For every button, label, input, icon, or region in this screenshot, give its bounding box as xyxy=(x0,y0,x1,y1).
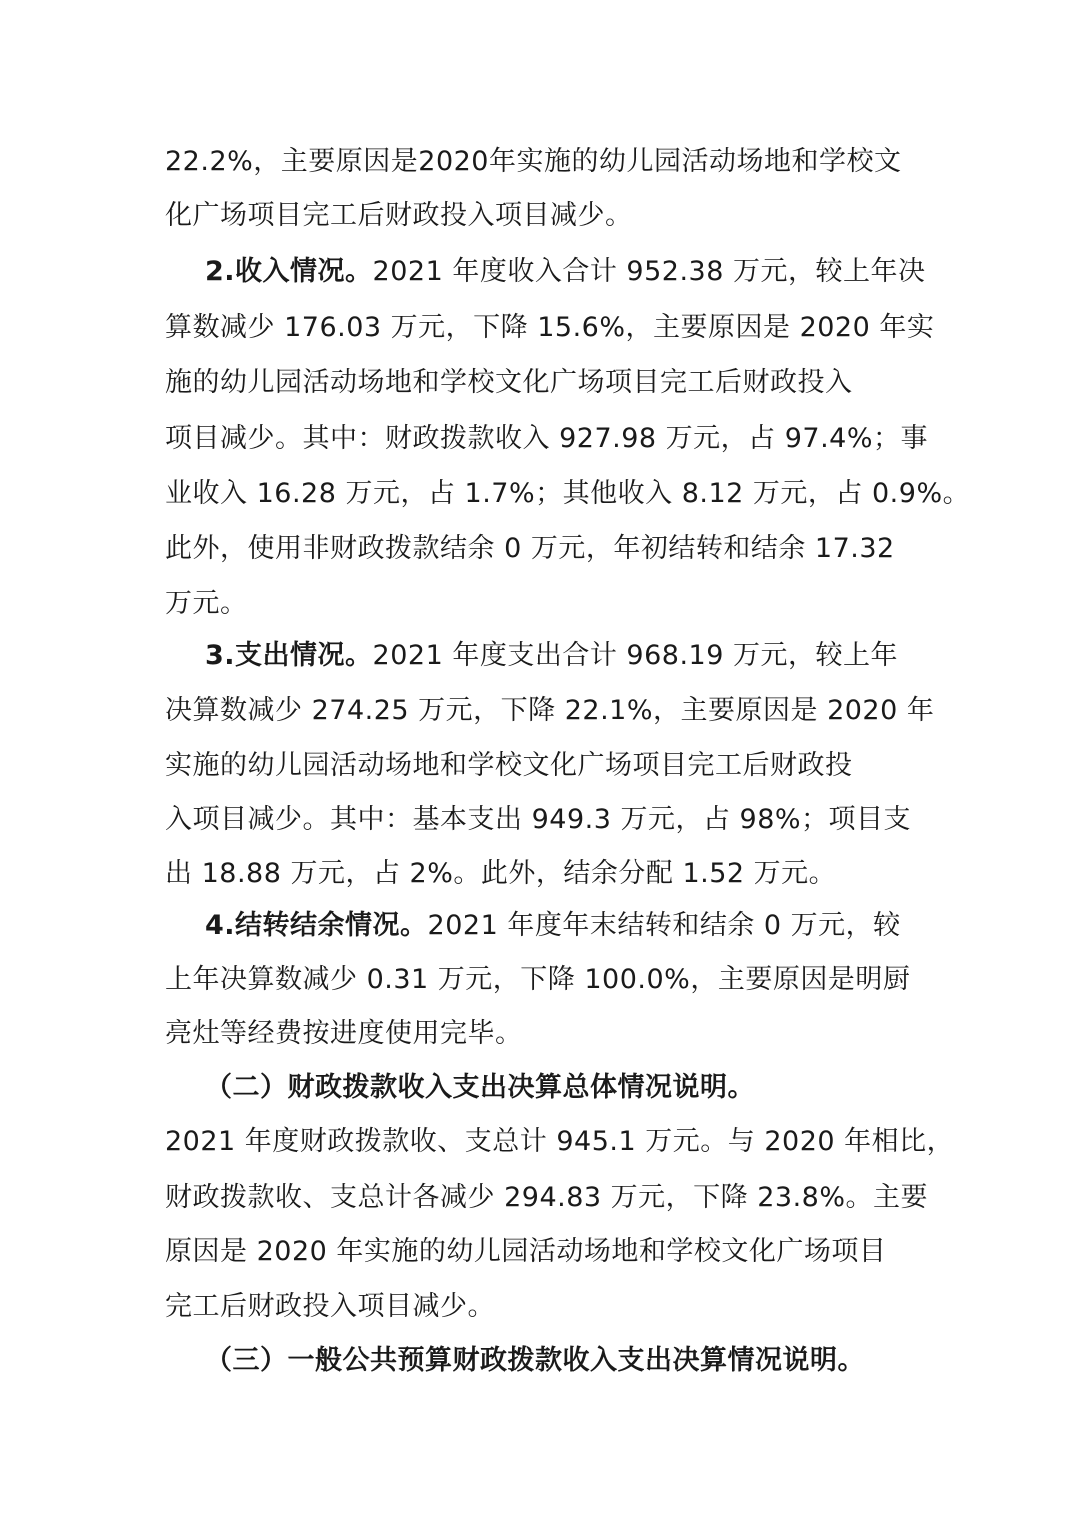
paragraph-line-6: 项目减少。其中：财政拨款收入 927.98 万元，占 97.4%；事 xyxy=(165,423,928,454)
paragraph-line-13: 入项目减少。其中：基本支出 949.3 万元，占 98%；项目支 xyxy=(165,804,912,835)
paragraph-line-12: 实施的幼儿园活动场地和学校文化广场项目完工后财政投 xyxy=(165,750,853,781)
section-two-heading: （二）财政拨款收入支出决算总体情况说明。 xyxy=(205,1072,755,1103)
paragraph-line-19: 2021 年度财政拨款收、支总计 945.1 万元。与 2020 年相比， xyxy=(165,1126,955,1157)
expenditure-heading-line: 3.支出情况。2021 年度支出合计 968.19 万元，较上年 xyxy=(205,640,898,671)
paragraph-line-14: 出 18.88 万元，占 2%。此外，结余分配 1.52 万元。 xyxy=(165,858,837,889)
paragraph-line-9: 万元。 xyxy=(165,588,248,619)
paragraph-line-11: 决算数减少 274.25 万元，下降 22.1%，主要原因是 2020 年 xyxy=(165,695,935,726)
income-heading: 2.收入情况。 xyxy=(205,256,373,287)
paragraph-line-8: 此外，使用非财政拨款结余 0 万元，年初结转和结余 17.32 xyxy=(165,533,895,564)
paragraph-line-22: 完工后财政投入项目减少。 xyxy=(165,1291,495,1322)
paragraph-line-16: 上年决算数减少 0.31 万元，下降 100.0%，主要原因是明厨 xyxy=(165,964,911,995)
paragraph-line-1: 22.2%，主要原因是2020年实施的幼儿园活动场地和学校文 xyxy=(165,146,902,177)
paragraph-line-7: 业收入 16.28 万元，占 1.7%；其他收入 8.12 万元，占 0.9%。 xyxy=(165,478,971,509)
income-heading-line: 2.收入情况。2021 年度收入合计 952.38 万元，较上年决 xyxy=(205,256,926,287)
paragraph-line-20: 财政拨款收、支总计各减少 294.83 万元，下降 23.8%。主要 xyxy=(165,1182,928,1213)
expenditure-heading: 3.支出情况。 xyxy=(205,640,373,671)
paragraph-line-5: 施的幼儿园活动场地和学校文化广场项目完工后财政投入 xyxy=(165,367,853,398)
paragraph-line-17: 亮灶等经费按进度使用完毕。 xyxy=(165,1018,523,1049)
carryover-heading-line: 4.结转结余情况。2021 年度年末结转和结余 0 万元，较 xyxy=(205,910,901,941)
section-three-heading: （三）一般公共预算财政拨款收入支出决算情况说明。 xyxy=(205,1345,865,1376)
paragraph-line-4: 算数减少 176.03 万元，下降 15.6%，主要原因是 2020 年实 xyxy=(165,312,935,343)
paragraph-line-2: 化广场项目完工后财政投入项目减少。 xyxy=(165,200,633,231)
paragraph-line-21: 原因是 2020 年实施的幼儿园活动场地和学校文化广场项目 xyxy=(165,1236,887,1267)
carryover-heading: 4.结转结余情况。 xyxy=(205,910,428,941)
